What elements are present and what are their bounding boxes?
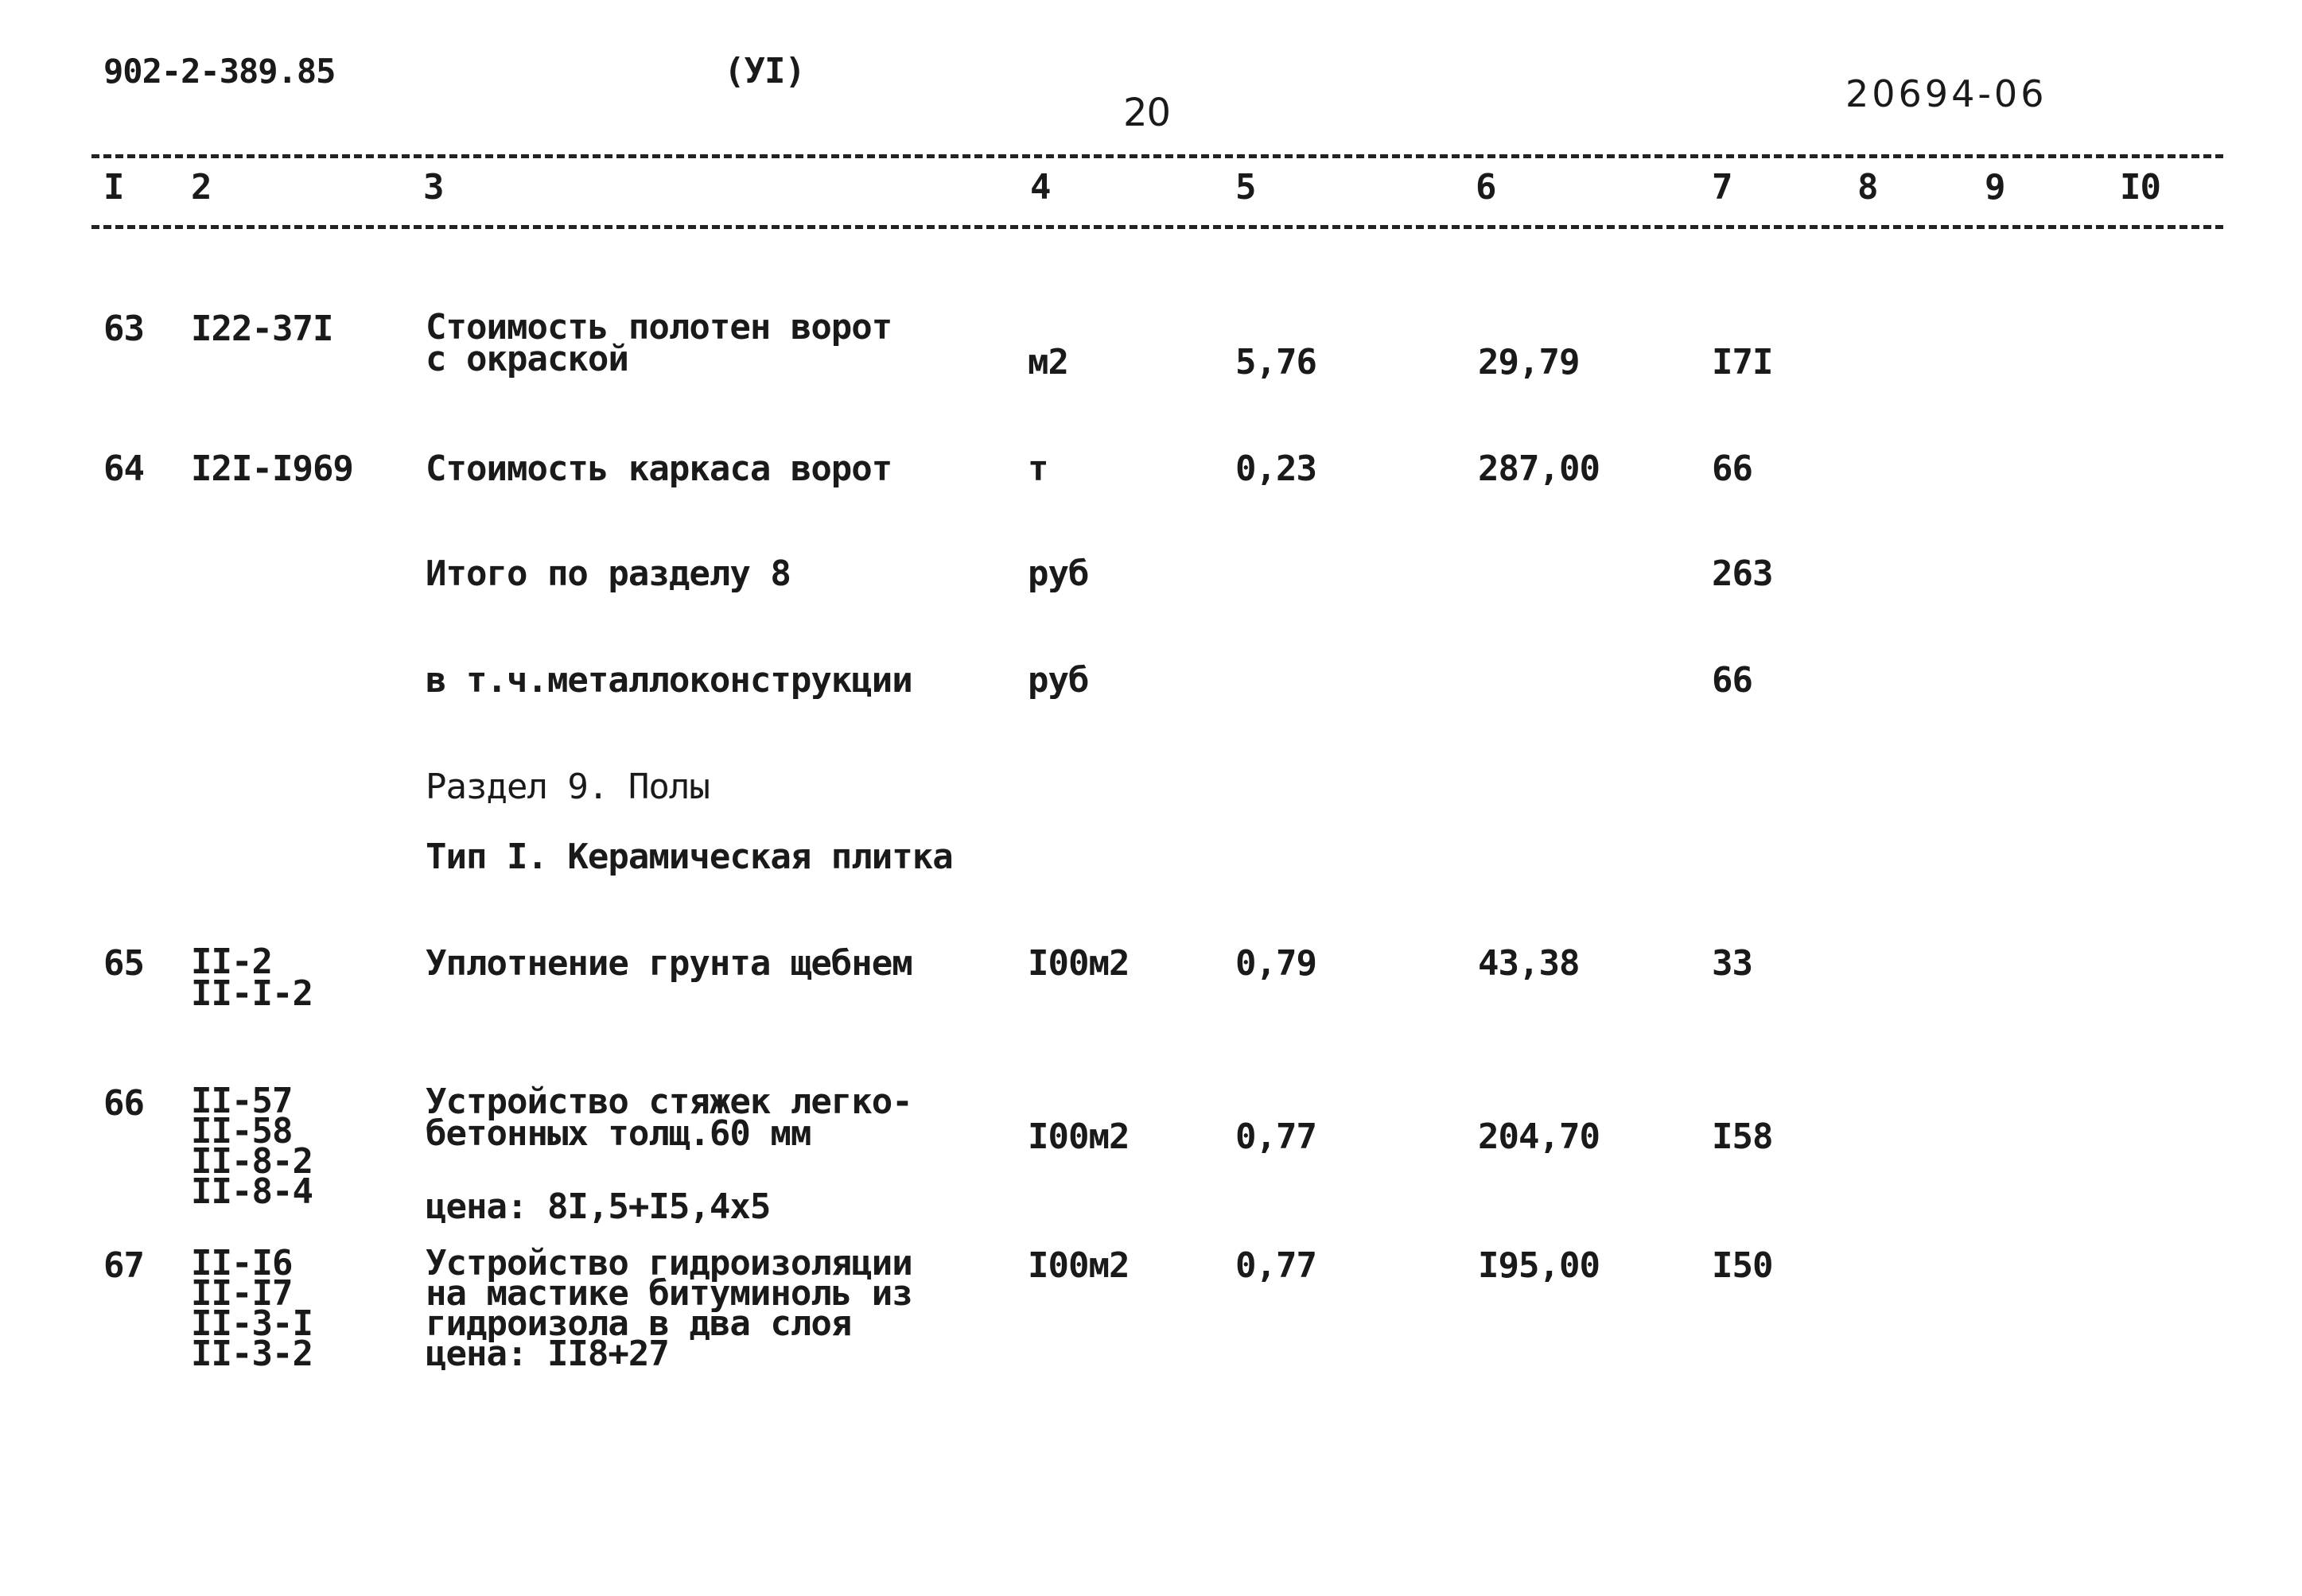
row-price: 43,38 xyxy=(1478,943,1580,984)
row-description: Стоимость каркаса ворот xyxy=(426,449,892,489)
row-quantity: 0,79 xyxy=(1235,943,1316,984)
column-header-2: 2 xyxy=(191,167,212,208)
row-unit: I00м2 xyxy=(1028,1116,1130,1157)
subtotal-value: 263 xyxy=(1712,553,1773,594)
row-unit: I00м2 xyxy=(1028,1245,1130,1286)
column-header-4: 4 xyxy=(1030,167,1051,208)
row-number: 67 xyxy=(103,1245,144,1286)
column-header-6: 6 xyxy=(1476,167,1496,208)
row-quantity: 0,77 xyxy=(1235,1116,1316,1157)
row-code: II-57 II-58 II-8-2 II-8-4 xyxy=(191,1081,313,1212)
row-quantity: 0,23 xyxy=(1235,449,1316,489)
inventory-number: 20694-06 xyxy=(1845,72,2047,115)
row-description: Устройство гидроизоляции на мастике битуминоль из гидроизола в два слоя цена: II8+27 xyxy=(426,1243,912,1374)
row-total: I7I xyxy=(1712,342,1773,382)
header-rule-bottom xyxy=(91,225,2223,229)
row-code: I2I-I969 xyxy=(191,449,353,489)
type-title: Тип I. Керамическая плитка xyxy=(426,837,953,877)
subtotal-label: Итого по разделу 8 xyxy=(426,553,791,594)
row-total: I50 xyxy=(1712,1245,1773,1286)
metal-structures-value: 66 xyxy=(1712,660,1752,701)
column-header-7: 7 xyxy=(1712,167,1732,208)
row-description: Стоимость полотен ворот с окраской xyxy=(426,307,892,379)
column-header-8: 8 xyxy=(1857,167,1878,208)
subtotal-unit: руб xyxy=(1028,553,1089,594)
metal-structures-unit: руб xyxy=(1028,660,1089,701)
row-price-note: цена: 8I,5+I5,4х5 xyxy=(426,1186,771,1227)
row-number: 65 xyxy=(103,943,144,984)
row-quantity: 5,76 xyxy=(1235,342,1316,382)
column-header-9: 9 xyxy=(1985,167,2005,208)
metal-structures-label: в т.ч.металлоконструкции xyxy=(426,660,912,701)
document-code: 902-2-389.85 xyxy=(103,52,336,91)
row-description: Уплотнение грунта щебнем xyxy=(426,943,912,984)
column-header-10: I0 xyxy=(2120,167,2160,208)
row-quantity: 0,77 xyxy=(1235,1245,1316,1286)
row-total: 66 xyxy=(1712,449,1752,489)
volume-label: (УI) xyxy=(724,51,805,91)
row-number: 66 xyxy=(103,1083,144,1124)
column-header-3: 3 xyxy=(423,167,444,208)
row-unit: м2 xyxy=(1028,342,1068,382)
column-header-5: 5 xyxy=(1235,167,1256,208)
row-unit: т xyxy=(1028,449,1048,489)
row-price: 287,00 xyxy=(1478,449,1600,489)
header-rule-top xyxy=(91,154,2223,158)
row-total: I58 xyxy=(1712,1116,1773,1157)
row-unit: I00м2 xyxy=(1028,943,1130,984)
row-description: Устройство стяжек легко- бетонных толщ.60 мм xyxy=(426,1081,912,1154)
page-number: 20 xyxy=(1123,91,1171,135)
row-number: 63 xyxy=(103,309,144,349)
row-code: I22-37I xyxy=(191,309,333,349)
row-code: II-I6 II-I7 II-3-I II-3-2 xyxy=(191,1243,313,1374)
column-header-1: I xyxy=(103,167,124,208)
row-price: 204,70 xyxy=(1478,1116,1600,1157)
row-number: 64 xyxy=(103,449,144,489)
row-code: II-2 II-I-2 xyxy=(191,942,313,1014)
row-price: 29,79 xyxy=(1478,342,1580,382)
row-total: 33 xyxy=(1712,943,1752,984)
section-title: Раздел 9. Полы xyxy=(426,767,710,807)
row-price: I95,00 xyxy=(1478,1245,1600,1286)
